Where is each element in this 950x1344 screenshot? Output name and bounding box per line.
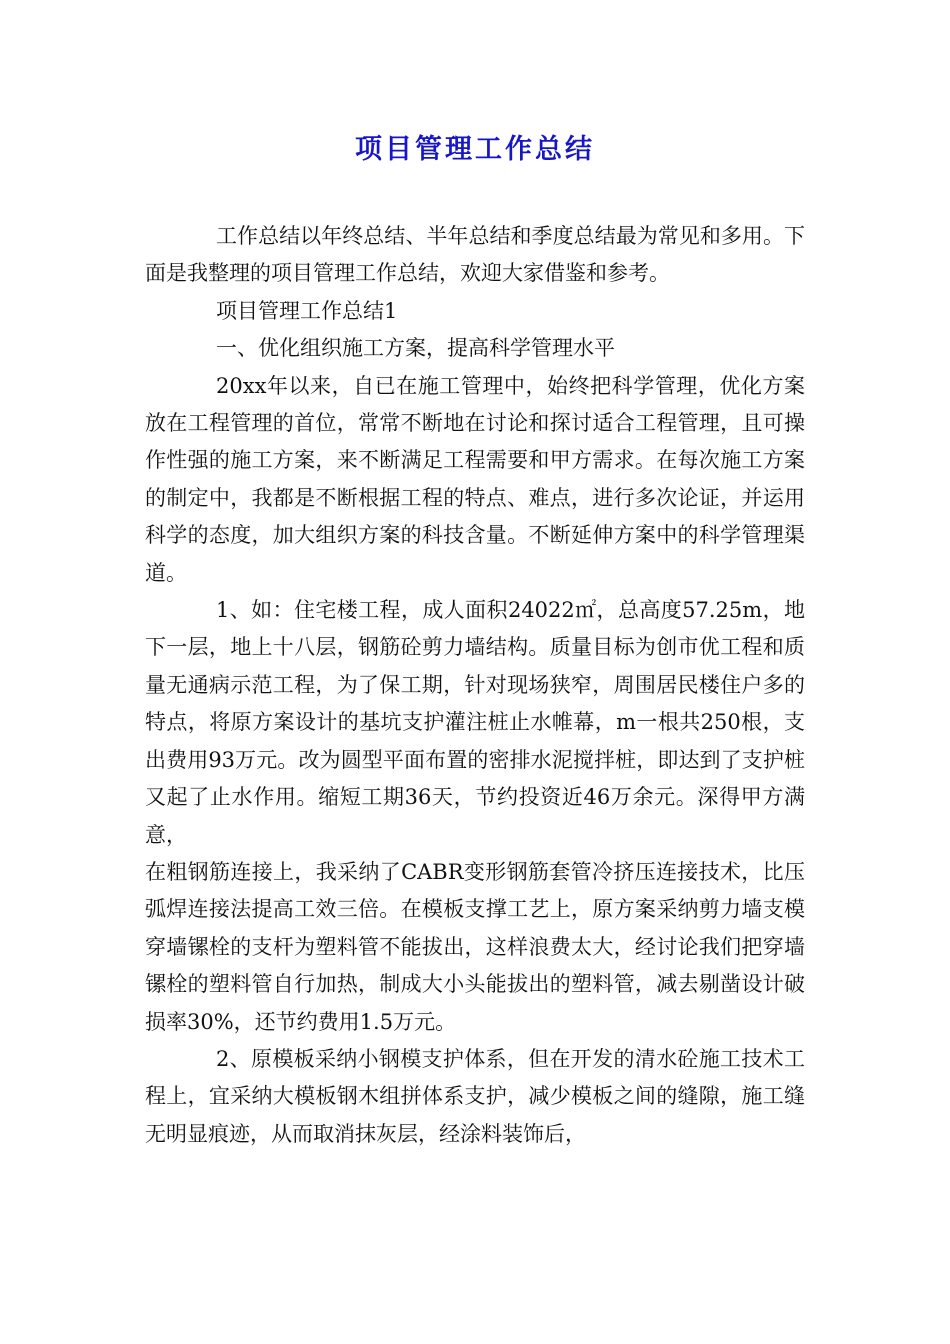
section-heading: 项目管理工作总结1	[216, 298, 398, 323]
body-paragraph-continued: 在粗钢筋连接上，我采纳了CABR变形钢筋套管冷挤压连接技术，比压弧焊连接法提高工效三倍。在模板支撑工艺上，原方案采纳剪力墙支模穿墙镙栓的支杆为塑料管不能拔出，这样浪费太大，经讨论我们把穿墙镙栓的塑料管自行加热，制成大小头能拔出的塑料管，减去剔凿设计破损率30%，还节约费用1.5万元。	[145, 859, 805, 1034]
body-paragraph: 1、如：住宅楼工程，成人面积24022㎡，总高度57.25m，地下一层，地上十八层，钢筋砼剪力墙结构。质量目标为创市优工程和质量无通病示范工程，为了保工期，针对现场狭窄，周围居民楼住户多的特点，将原方案设计的基坑支护灌注桩止水帷幕，m一根共250根，支出费用93万元。改为圆型平面布置的密排水泥搅拌桩，即达到了支护桩又起了止水作用。缩短工期36天，节约投资近46万余元。深得甲方满意，	[145, 598, 805, 847]
body-paragraph: 2、原模板采纳小钢模支护体系，但在开发的清水砼施工技术工程上，宜采纳大模板钢木组拼体系支护，减少模板之间的缝隙，施工缝无明显痕迹，从而取消抹灰层，经涂料装饰后，	[145, 1046, 805, 1146]
body-paragraph: 20xx年以来，自已在施工管理中，始终把科学管理，优化方案放在工程管理的首位，常常不断地在讨论和探讨适合工程管理，且可操作性强的施工方案，来不断满足工程需要和甲方需求。在每次施工方案的制定中，我都是不断根据工程的特点、难点，进行多次论证，并运用科学的态度，加大组织方案的科技含量。不断延伸方案中的科学管理渠道。	[145, 373, 805, 585]
document-body	[145, 218, 805, 1153]
subsection-heading: 一、优化组织施工方案，提高科学管理水平	[216, 336, 615, 361]
intro-paragraph: 工作总结以年终总结、半年总结和季度总结最为常见和多用。下面是我整理的项目管理工作总结，欢迎大家借鉴和参考。	[145, 224, 805, 286]
document-title: 项目管理工作总结	[355, 134, 595, 165]
